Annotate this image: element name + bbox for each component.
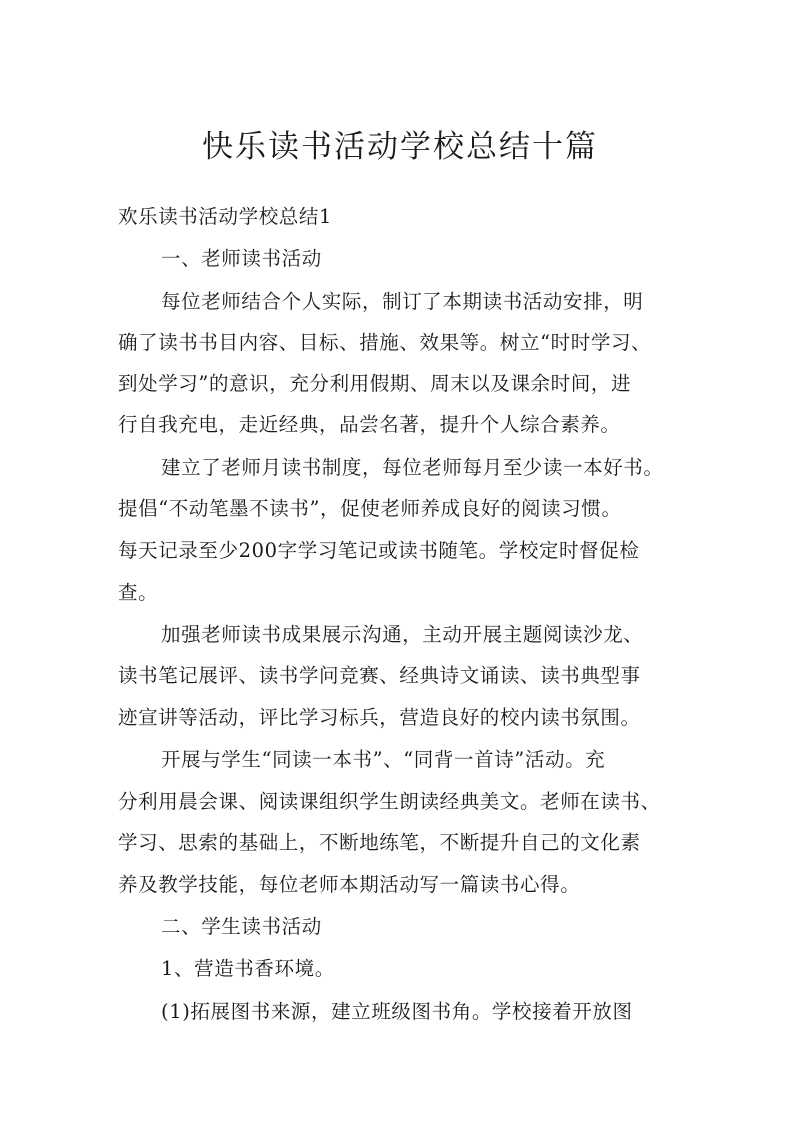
paragraph-line: 到处学习”的意识，充分利用假期、周末以及课余时间，进 bbox=[118, 372, 632, 395]
paragraph-line: 每天记录至少200字学习笔记或读书随笔。学校定时督促检 bbox=[118, 539, 640, 562]
paragraph-line: 学习、思索的基础上，不断地练笔，不断提升自己的文化素 bbox=[118, 831, 641, 854]
document-title: 快乐读书活动学校总结十篇 bbox=[202, 129, 598, 165]
paragraph-line: 提倡“不动笔墨不读书”，促使老师养成良好的阅读习惯。 bbox=[118, 497, 622, 520]
paragraph-line: 加强老师读书成果展示沟通，主动开展主题阅读沙龙、 bbox=[161, 623, 644, 646]
list-item: 1、营造书香环境。 bbox=[161, 957, 335, 980]
paragraph-line: 养及教学技能，每位老师本期活动写一篇读书心得。 bbox=[118, 873, 581, 896]
paragraph-line: 读书笔记展评、读书学问竞赛、经典诗文诵读、读书典型事 bbox=[118, 664, 641, 687]
paragraph-line: 建立了老师月读书制度，每位老师每月至少读一本好书。 bbox=[161, 456, 664, 479]
section-heading-teachers: 一、老师读书活动 bbox=[161, 247, 322, 270]
paragraph-line: 开展与学生“同读一本书”、“同背一首诗”活动。充 bbox=[161, 748, 606, 771]
paragraph-line: 行自我充电，走近经典，品尝名著，提升个人综合素养。 bbox=[118, 413, 621, 436]
paragraph-line: 查。 bbox=[118, 581, 159, 604]
paragraph-line: 分利用晨会课、阅读课组织学生朗读经典美文。老师在读书、 bbox=[118, 790, 661, 813]
paragraph-line: 每位老师结合个人实际，制订了本期读书活动安排，明 bbox=[161, 290, 644, 313]
paragraph-line: 确了读书书目内容、目标、措施、效果等。树立“时时学习、 bbox=[118, 331, 652, 354]
section-subtitle: 欢乐读书活动学校总结1 bbox=[118, 205, 333, 228]
section-heading-students: 二、学生读书活动 bbox=[161, 915, 322, 938]
paragraph-line: 迹宣讲等活动，评比学习标兵，营造良好的校内读书氛围。 bbox=[118, 706, 641, 729]
list-subitem: (1)拓展图书来源，建立班级图书角。学校接着开放图 bbox=[161, 1000, 633, 1023]
